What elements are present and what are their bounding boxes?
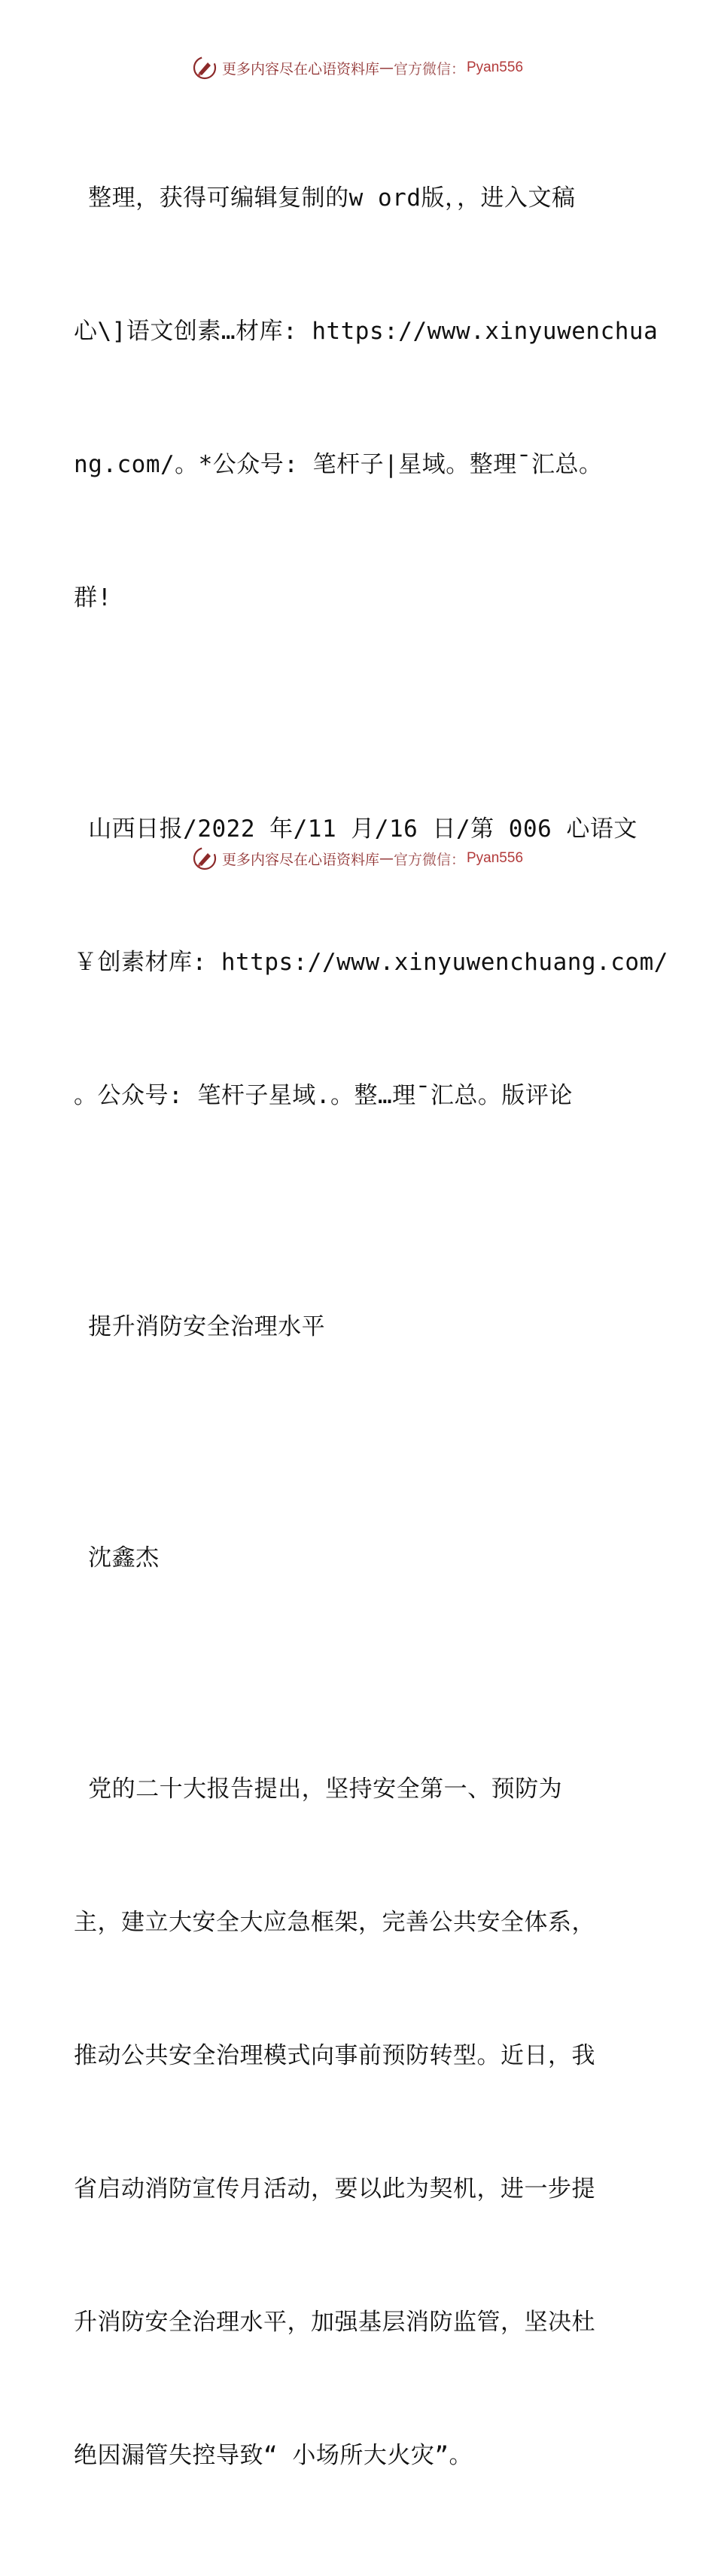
text-line: 升消防安全治理水平，加强基层消防监管，坚决杜 <box>74 2309 595 2336</box>
text-line: 省启动消防宣传月活动，要以此为契机，进一步提 <box>74 2175 595 2203</box>
text-line: ng.com/。*公众号: 笔杆子|星域。整理¯汇总。 <box>74 451 603 478</box>
text-line: 。公众号: 笔杆子星域.。整…理¯汇总。版评论 <box>74 1082 573 1109</box>
article-author <box>74 1447 646 1669</box>
document-body <box>74 87 668 2576</box>
body-paragraph <box>74 1678 646 2567</box>
text-line: 主，建立大安全大应急框架，完善公共安全体系， <box>74 1909 595 1936</box>
banner-wechat-id: Pyan556 <box>467 59 524 75</box>
intro-paragraph <box>74 87 659 709</box>
banner-wechat-label: 官方微信： <box>393 851 465 868</box>
banner-wechat-id: Pyan556 <box>467 850 524 866</box>
banner-dash: — <box>379 59 394 76</box>
text-line: 推动公共安全治理模式向事前预防转型。近日，我 <box>74 2042 595 2069</box>
banner-prefix: 更多内容尽在心语资料库 <box>221 60 379 78</box>
text-line: ￥创素材库: https://www.xinyuwenchuang.com/ <box>74 949 668 976</box>
title-line: 提升消防安全治理水平 <box>74 1313 326 1340</box>
text-line: 党的二十大报告提出，坚持安全第一、预防为 <box>74 1776 563 1803</box>
banner-wechat-label: 官方微信： <box>393 60 465 78</box>
text-line: 整理，获得可编辑复制的w ord版，，进入文稿 <box>74 184 576 212</box>
text-line: 心\]语文创素…材库: https://www.xinyuwenchua <box>74 318 659 345</box>
text-line: 山西日报/2022 年/11 月/16 日/第 006 心语文 <box>74 815 637 843</box>
banner-prefix: 更多内容尽在心语资料库 <box>221 851 379 868</box>
author-line: 沈鑫杰 <box>74 1544 160 1572</box>
header-watermark <box>0 53 715 83</box>
source-paragraph <box>74 718 668 1207</box>
pen-logo-icon <box>192 55 218 81</box>
article-title <box>74 1216 646 1438</box>
banner-dash: — <box>379 850 394 867</box>
footer-watermark <box>0 843 715 873</box>
text-line: 绝因漏管失控导致“ 小场所大火灾”。 <box>74 2442 473 2469</box>
text-line: 群! <box>74 584 112 611</box>
pen-logo-icon <box>192 846 218 871</box>
